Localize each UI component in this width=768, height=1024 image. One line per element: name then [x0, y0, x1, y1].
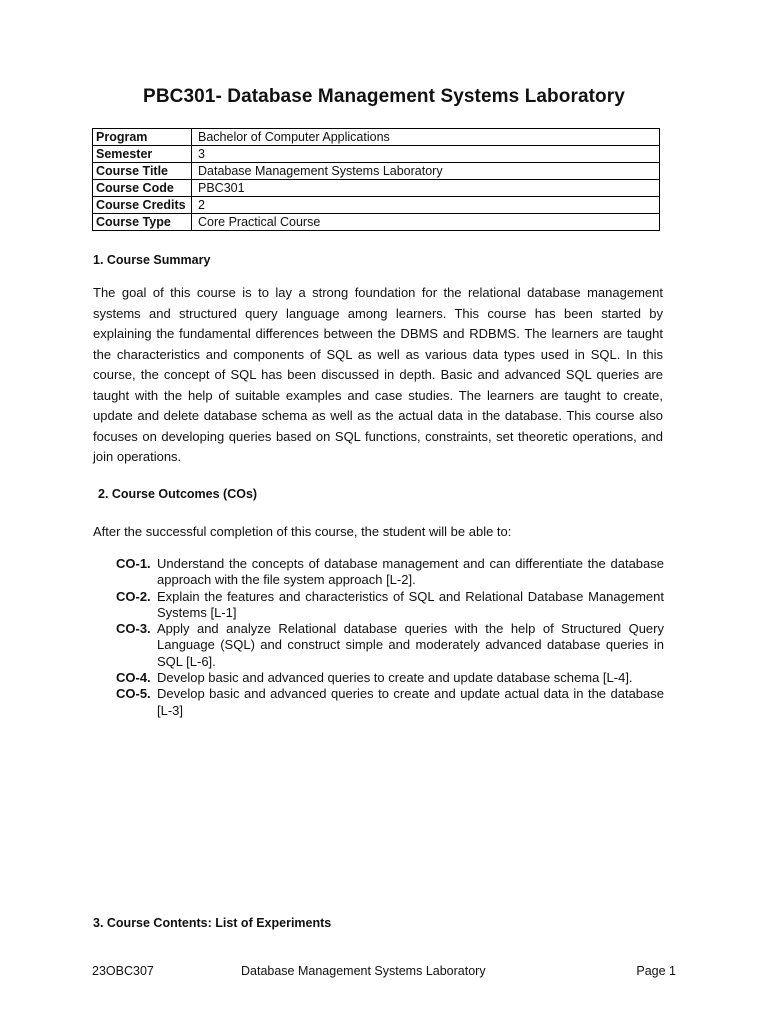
course-title-label: Course Title: [93, 163, 192, 180]
table-row: [93, 129, 660, 146]
page-title: PBC301- Database Management Systems Laboratory: [143, 86, 625, 107]
co-label: CO-3.: [116, 621, 151, 637]
table-row: [93, 146, 660, 163]
co-label: CO-4.: [116, 670, 151, 686]
co-label: CO-2.: [116, 588, 151, 604]
course-code-value: PBC301: [192, 180, 660, 197]
course-info-table: [92, 128, 660, 231]
co-text: Understand the concepts of database management and can differentiate the database approach with the file system approach [L-2].: [157, 556, 664, 588]
table-row: [93, 197, 660, 214]
course-outcomes-list: [116, 556, 664, 719]
course-title-value: Database Management Systems Laboratory: [192, 163, 660, 180]
co-text: Develop basic and advanced queries to create and update database schema [L-4].: [157, 670, 633, 686]
co-label: CO-5.: [116, 686, 151, 702]
co-text: Develop basic and advanced queries to create and update actual data in the database [L-3]: [157, 686, 664, 718]
program-label: Program: [93, 129, 192, 146]
course-summary-text: The goal of this course is to lay a strong foundation for the relational database management systems and structured query language among learners. This course has been started by explaining the fundamental differences between the DBMS and RDBMS. The learners are taught the characteristics and components of SQL as well as various data types used in SQL. In this course, the concept of SQL has been discussed in depth. Basic and advanced SQL queries are taught with the help of suitable examples and case studies. The learners are taught to create, update and delete database schema as well as the actual data in the database. This course also focuses on developing queries based on SQL functions, constraints, set theoretic operations, and join operations.: [93, 285, 663, 464]
semester-label: Semester: [93, 146, 192, 163]
table-row: [93, 163, 660, 180]
course-outcomes-intro: After the successful completion of this course, the student will be able to:: [93, 524, 512, 539]
co-label: CO-1.: [116, 556, 151, 571]
co-text: Apply and analyze Relational database queries with the help of Structured Query Language (SQL) and construct simple and moderately advanced database queries in SQL [L-6].: [157, 621, 664, 669]
footer-code: 23OBC307: [92, 964, 154, 978]
course-outcomes-heading: 2. Course Outcomes (COs): [98, 487, 258, 501]
course-type-value: Core Practical Course: [192, 214, 660, 231]
page-number: Page 1: [636, 964, 676, 978]
course-credits-label: Course Credits: [93, 197, 192, 214]
semester-value: 3: [192, 146, 660, 163]
co-text: Explain the features and characteristics of SQL and Relational Database Management Systems [L-1]: [157, 588, 664, 620]
course-summary-heading: 1. Course Summary: [93, 253, 211, 267]
footer-title: Database Management Systems Laboratory: [241, 964, 486, 978]
course-code-label: Course Code: [93, 180, 192, 197]
course-type-label: Course Type: [93, 214, 192, 231]
list-item: [116, 686, 664, 719]
table-row: [93, 214, 660, 231]
course-credits-value: 2: [192, 197, 660, 214]
list-item: [116, 670, 664, 686]
list-item: [116, 556, 664, 589]
table-row: [93, 180, 660, 197]
list-item: [116, 589, 664, 622]
course-contents-heading: 3. Course Contents: List of Experiments: [93, 916, 332, 930]
list-item: [116, 621, 664, 670]
program-value: Bachelor of Computer Applications: [192, 129, 660, 146]
